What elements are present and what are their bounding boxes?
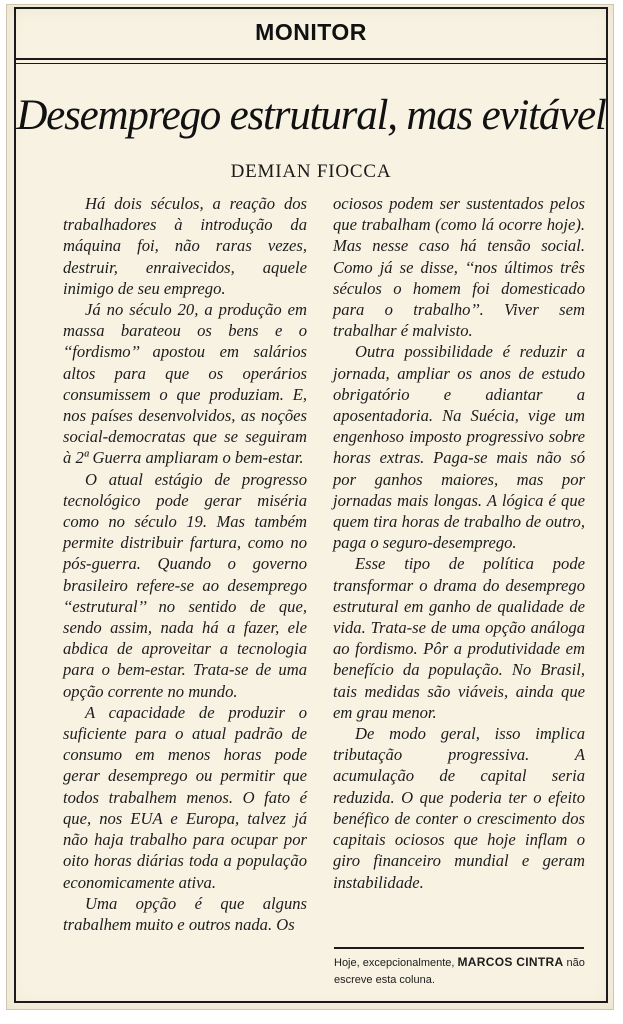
paragraph: Outra possibilidade é reduzir a jornada, ampliar os anos de estudo obrigatório e adiantar a aposentadoria. Na Suécia, vige um engenhoso imposto progressivo sobre horas extras. Paga-se mais não só por ganhos maiores, mas por jornadas mais longas. A lógica é que quem tira horas de trabalho de outro, paga o seguro-desemprego. (333, 342, 585, 553)
article-column-left (63, 193, 307, 935)
paragraph: Esse tipo de política pode transformar o drama do desemprego estrutural em ganho de qualidade de vida. Trata-se de uma opção análoga ao fordismo. Pôr a produtividade em benefício da população. No Brasil, tais medidas são viáveis, ainda que em grau menor. (333, 554, 585, 722)
headline: Desemprego estrutural, mas evitável (16, 92, 606, 139)
paragraph: O atual estágio de progresso tecnológico pode gerar miséria como no século 19. Mas também permite distribuir fartura, como no pós-guerra. Quando o governo brasileiro refere-se ao desemprego ‘‘estrutural’’ no sentido de que, sendo assim, nada há a fazer, ele abdica de aproveitar a tecnologia para o bem-estar. Trata-se de uma opção corrente no mundo. (63, 469, 307, 701)
paragraph: Uma opção é que alguns trabalhem muito e outros nada. Os (63, 893, 307, 934)
header-rule (16, 58, 606, 60)
column-frame (14, 7, 608, 1003)
paragraph: Já no século 20, a produção em massa barateou os bens e o ‘‘fordismo’’ apostou em salários altos para que os operários consumissem o que produziam. E, nos países desenvolvidos, as noções social-democratas que se seguiram à 2ª Guerra ampliaram o bem-estar. (63, 300, 307, 468)
footnote-rule (334, 947, 584, 949)
paragraph-continued: ociosos podem ser sustentados pelos que trabalham (como lá ocorre hoje). Mas nesse caso há tensão social. Como já se disse, ‘‘nos últimos três séculos o homem foi domesticado para o trabalho’’. Viver sem trabalhar é malvisto. (333, 194, 585, 341)
byline: DEMIAN FIOCCA (230, 161, 392, 182)
paragraph: Há dois séculos, a reação dos trabalhadores à introdução da máquina foi, não raras vezes, destruir, enraivecidos, aquele inimigo de seu emprego. (63, 194, 307, 298)
header-rule-thin (16, 63, 606, 64)
footnote-text-end: não escreve esta coluna. (334, 957, 585, 986)
newspaper-clipping (6, 4, 614, 1010)
footnote (334, 954, 586, 989)
paragraph: De modo geral, isso implica tributação progressiva. A acumulação de capital seria reduzida. O que poderia ter o efeito benéfico de conter o crescimento dos capitais ociosos que hoje inflam o giro financeiro mundial e geram instabilidade. (333, 724, 585, 892)
section-title: MONITOR (255, 19, 367, 45)
footnote-author: MARCOS CINTRA (457, 955, 564, 969)
footnote-text: Hoje, excepcionalmente, (334, 957, 458, 969)
article-column-right (333, 193, 585, 893)
paragraph: A capacidade de produzir o suficiente para o atual padrão de consumo em menos horas pode gerar desemprego ou permitir que todos trabalhem menos. O fato é que, nos EUA e Europa, talvez já não haja trabalho para ocupar por oito horas diárias toda a população economicamente ativa. (63, 702, 307, 892)
